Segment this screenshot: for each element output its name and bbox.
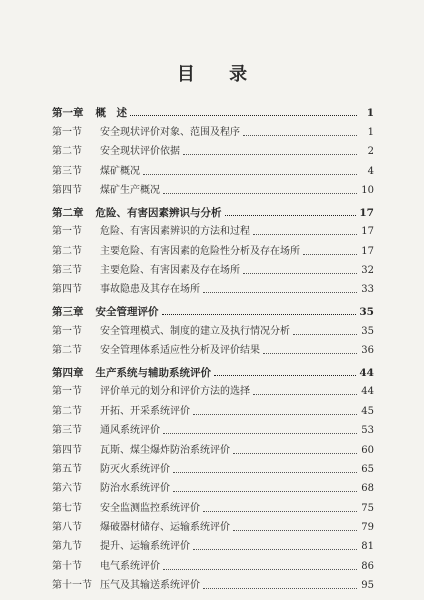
dot-leader [293,334,357,335]
toc-entry-title: 安全现状评价对象、范围及程序 [100,126,240,138]
dot-leader [163,569,357,570]
dot-leader [163,193,357,194]
toc-entry-number: 第七节 [52,502,82,514]
toc-entry-number: 第三节 [52,265,82,277]
dot-leader [243,273,357,274]
toc-section-row [52,495,374,514]
toc-entry-title: 防治水系统评价 [100,483,170,495]
toc-section-row [52,318,374,337]
dot-leader [193,414,357,415]
toc-section-row [52,219,374,238]
toc-entry-page-number: 79 [361,522,374,534]
toc-section-row [52,277,374,296]
toc-entry-page-number: 17 [359,206,374,219]
toc-section-row [52,178,374,197]
toc-entry-page-number: 17 [361,245,374,257]
toc-entry-title: 煤矿生产概况 [100,184,160,196]
toc-entry-page-number: 4 [367,165,374,177]
toc-entry-number: 第三章 [52,306,84,319]
dot-leader [243,135,357,136]
dot-leader [143,174,357,175]
toc-chapter-row [52,199,374,218]
toc-entry-page-number: 75 [361,502,374,514]
toc-entry-page-number: 1 [367,126,374,138]
toc-section-row [52,573,374,592]
toc-section-row [52,398,374,417]
toc-section-row [52,338,374,357]
toc-entry-number: 第四节 [52,444,82,456]
dot-leader [193,549,357,550]
page-title: 目 录 [176,64,262,85]
toc-entry-number: 第八节 [52,522,82,534]
toc-chapter-row [52,360,374,379]
toc-entry-number: 第六节 [52,483,82,495]
dot-leader [253,234,357,235]
dot-leader [233,453,357,454]
toc-entry-page-number: 81 [361,541,374,553]
toc-entry-title: 概 述 [95,107,127,120]
toc-entry-title: 主要危险、有害因素的危险性分析及存在场所 [100,245,300,257]
toc-section-row [52,418,374,437]
toc-entry-page-number: 44 [359,366,374,379]
dot-leader [303,254,357,255]
dot-leader [214,375,356,376]
toc-entry-page-number: 32 [361,265,374,277]
toc-section-row [52,119,374,138]
toc-section-row [52,139,374,158]
toc-entry-title: 生产系统与辅助系统评价 [95,366,211,379]
toc-entry-page-number: 86 [361,560,374,572]
dot-leader [130,115,357,116]
dot-leader [203,511,357,512]
toc-entry-page-number: 60 [361,444,374,456]
toc-section-row [52,158,374,177]
toc-entry-title: 安全管理评价 [95,306,159,319]
toc-entry-number: 第二节 [52,146,82,158]
toc-entry-title: 危险、有害因素辨识与分析 [95,206,222,219]
toc-entry-number: 第四节 [52,284,82,296]
toc-entry-number: 第三节 [52,165,82,177]
toc-section-row [52,258,374,277]
toc-entry-number: 第一章 [52,107,84,120]
toc-entry-title: 电气系统评价 [100,560,160,572]
toc-entry-title: 主要危险、有害因素及存在场所 [100,265,240,277]
toc-entry-number: 第一节 [52,386,82,398]
toc-entry-page-number: 65 [361,463,374,475]
toc-section-row [52,553,374,572]
toc-section-row [52,238,374,257]
toc-entry-page-number: 35 [359,306,374,319]
toc-entry-title: 安全现状评价依据 [100,146,180,158]
toc-entry-number: 第二节 [52,345,82,357]
dot-leader [233,530,357,531]
toc-section-row [52,534,374,553]
dot-leader [225,215,357,216]
toc-entry-number: 第二章 [52,206,84,219]
toc-entry-number: 第五节 [52,463,82,475]
toc-entry-title: 压气及其输送系统评价 [100,580,200,592]
toc-chapter-row [52,100,374,119]
toc-section-row [52,437,374,456]
toc-entry-number: 第十节 [52,560,82,572]
toc-entry-number: 第四章 [52,366,84,379]
toc-entry-page-number: 95 [361,580,374,592]
toc-entry-number: 第二节 [52,245,82,257]
dot-leader [253,394,357,395]
toc-section-row [52,379,374,398]
toc-entry-title: 提升、运输系统评价 [100,541,190,553]
toc-entry-number: 第一节 [52,226,82,238]
toc-entry-title: 事故隐患及其存在场所 [100,284,200,296]
toc-entry-title: 防灭火系统评价 [100,463,170,475]
dot-leader [183,154,357,155]
toc-entry-number: 第四节 [52,184,82,196]
toc-entry-number: 第一节 [52,325,82,337]
toc-entry-title: 安全管理模式、制度的建立及执行情况分析 [100,325,290,337]
toc-entry-title: 评价单元的划分和评价方法的选择 [100,386,250,398]
toc-entry-title: 开拓、开采系统评价 [100,405,190,417]
dot-leader [203,292,357,293]
toc-entry-title: 煤矿概况 [100,165,140,177]
table-of-contents [52,100,374,592]
toc-entry-page-number: 2 [367,146,374,158]
toc-entry-number: 第十一节 [52,580,92,592]
toc-section-row [52,476,374,495]
toc-entry-title: 安全管理体系适应性分析及评价结果 [100,345,260,357]
toc-entry-page-number: 33 [361,284,374,296]
toc-entry-page-number: 68 [361,483,374,495]
toc-section-row [52,515,374,534]
toc-entry-page-number: 1 [366,107,374,120]
toc-entry-page-number: 45 [361,405,374,417]
toc-entry-page-number: 53 [361,425,374,437]
dot-leader [173,491,357,492]
toc-entry-number: 第三节 [52,425,82,437]
toc-section-row [52,457,374,476]
dot-leader [173,472,357,473]
dot-leader [203,588,357,589]
toc-entry-title: 安全监测监控系统评价 [100,502,200,514]
dot-leader [162,314,357,315]
toc-entry-page-number: 35 [361,325,374,337]
dot-leader [263,353,357,354]
toc-entry-page-number: 36 [361,345,374,357]
toc-entry-title: 通风系统评价 [100,425,160,437]
toc-chapter-row [52,299,374,318]
toc-entry-number: 第九节 [52,541,82,553]
toc-entry-title: 危险、有害因素辨识的方法和过程 [100,226,250,238]
toc-entry-page-number: 10 [361,184,374,196]
toc-entry-number: 第二节 [52,405,82,417]
toc-entry-page-number: 17 [361,226,374,238]
dot-leader [163,433,357,434]
toc-entry-title: 瓦斯、煤尘爆炸防治系统评价 [100,444,230,456]
toc-entry-number: 第一节 [52,126,82,138]
toc-entry-page-number: 44 [361,386,374,398]
toc-entry-title: 爆破器材储存、运输系统评价 [100,522,230,534]
